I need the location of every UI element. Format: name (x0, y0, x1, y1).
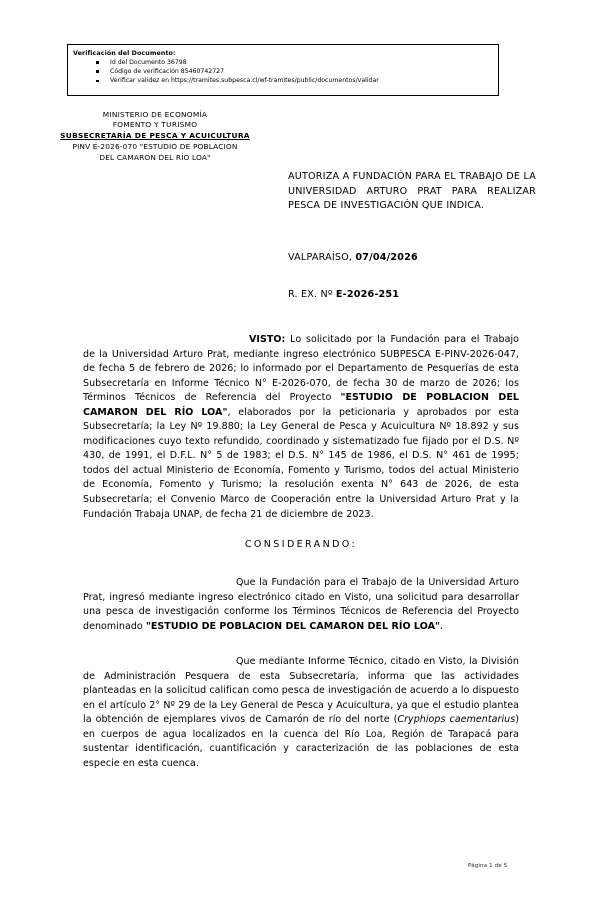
date-value: 07/04/2026 (355, 252, 418, 263)
project-code-line-2: DEL CAMARON DEL RÍO LOA" (99, 152, 211, 162)
document-subject: AUTORIZA A FUNDACIÓN PARA EL TRABAJO DE LA UNIVERSIDAD ARTURO PRAT PARA REALIZAR PESCA DE INVESTIGACIÓN QUE INDICA. (288, 171, 536, 212)
verification-item-url (72, 76, 498, 85)
species-scientific-name: Cryphiops caementarius (397, 714, 516, 726)
bullet-icon (96, 61, 99, 64)
letterhead (30, 110, 280, 163)
page-number-footer: Página 1 de 5 (468, 863, 508, 869)
bullet-icon (96, 80, 99, 83)
place-and-date (288, 252, 418, 263)
considerando-p1-text-2: . (439, 620, 444, 632)
considerando-heading: CONSIDERANDO: (244, 539, 358, 550)
resolution-prefix: R. EX. Nº (288, 289, 333, 300)
document-verification-box (67, 44, 499, 96)
verification-list (72, 58, 498, 86)
visto-text-2: , elaborados por la peticionaria y aprobados por esta Subsecretaría; la Ley Nº 19.880; la Ley General de Pesca y Acuicultura Nº 18.892 y sus modificaciones cuyo texto refundido, coordinado y sistematizado fue fijado por el D.S. Nº 430, de 1991, el D.F.L. N° 5 de 1983; el D.S. N° 145 de 1986, el D.S. N° 461 de 1995; todos del actual Ministerio de Economía, Fomento y Turismo, todos del actual Ministerio de Economía, Fomento y Turismo; la resolución exenta N° 643 de 2026, de esta Subsecretaría; el Convenio Marco de Cooperación entre la Universidad Arturo Prat y la Fundación Trabaja UNAP, de fecha 21 de diciembre de 2023. (83, 406, 520, 520)
considerando-p1-project-name: "ESTUDIO DE POBLACION DEL CAMARON DEL RÍO LOA" (145, 620, 440, 632)
bullet-icon (96, 70, 99, 73)
verification-title: Verificación del Documento: (73, 50, 176, 57)
visto-paragraph (83, 333, 519, 522)
visto-project-name: "ESTUDIO DE POBLACION DEL CAMARON DEL RÍO LOA" (83, 392, 519, 418)
considerando-p1-text-1: Que la Fundación para el Trabajo de la Universidad Arturo Prat, ingresó mediante ingreso electrónico citado en Visto, una solicitud para desarrollar una pesca de investigación conforme los Términos Técnicos de Referencia del Proyecto denominado (83, 577, 519, 632)
considerando-p2-text-1: Que mediante Informe Técnico, citado en Visto, la División de Administración Pesquera de esta Subsecretaría, informa que las actividades planteadas en la solicitud califican como pesca de investigación de acuerdo a lo dispuesto en el artículo 2° Nº 29 de la Ley General de Pesca y Acuicultura, ya que el estudio plantea la obtención de ejemplares vivos de Camarón de río del norte ( (83, 656, 519, 726)
verification-item-label: Verificar validez en https://tramites.subpesca.cl/wf-tramites/public/documentos/validar (110, 77, 379, 85)
subsecretaria-title: SUBSECRETARÍA DE PESCA Y ACUICULTURA (60, 131, 250, 141)
considerando-paragraph-1 (83, 576, 519, 634)
considerando-p2-text-2: ) en cuerpos de agua localizados en la cuenca del Río Loa, Región de Tarapacá para sustentar identificación, cuantificación y caracterización de las poblaciones de esta especie en esta cuenca. (83, 714, 519, 769)
place-label: VALPARAÍSO, (288, 252, 353, 263)
ministry-line-2: FOMENTO Y TURISMO (112, 120, 198, 130)
project-code-line-1: PINV E-2026-070 "ESTUDIO DE POBLACION (72, 142, 238, 152)
considerando-paragraph-2 (83, 655, 519, 771)
resolution-number (288, 289, 399, 300)
verification-item-code (72, 67, 498, 76)
verification-item-label: Id del Documento 36798 (110, 59, 187, 66)
verification-item-label: Código de verificación 85460742727 (110, 68, 225, 76)
verification-item-document-id (72, 58, 498, 67)
ministry-line-1: MINISTERIO DE ECONOMÍA (102, 110, 208, 119)
visto-label: VISTO: (249, 334, 286, 345)
visto-text-1: Lo solicitado por la Fundación para el Trabajo de la Universidad Arturo Prat, mediante ingreso electrónico SUBPESCA E-PINV-2026-047, de fecha 5 de febrero de 2026; lo informado por el Departamento de Pesquerías de esta Subsecretaría en Informe Técnico N° E-2026-070, de fecha 30 de marzo de 2026; los Términos Técnicos de Referencia del Proyecto (83, 334, 519, 404)
resolution-value: E-2026-251 (335, 289, 400, 300)
